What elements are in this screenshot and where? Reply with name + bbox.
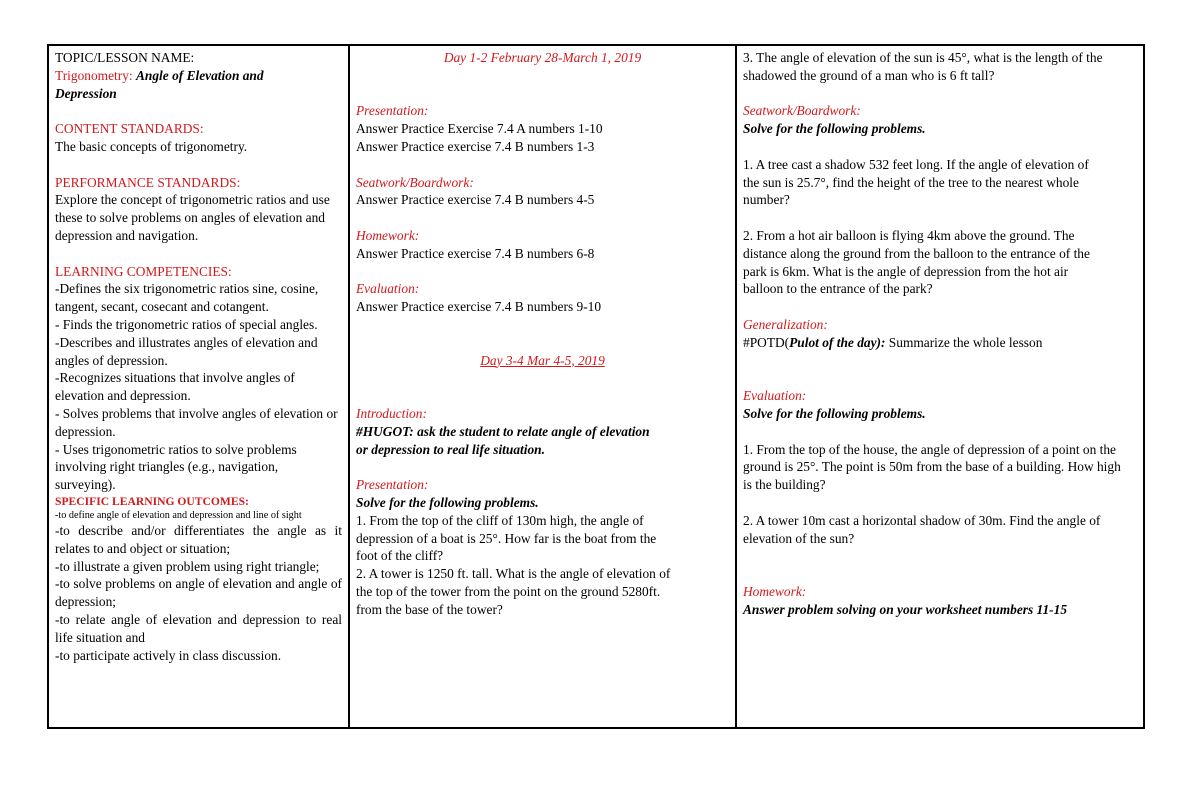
presentation-item: Answer Practice exercise 7.4 B numbers 1-3 bbox=[356, 138, 595, 154]
competency-item: -Describes and illustrates angles of elevation and angles of depression. bbox=[55, 334, 318, 368]
evaluation-label: Evaluation: bbox=[743, 388, 807, 404]
outcome-item: -to solve problems on angle of elevation and angle of depression; bbox=[55, 576, 342, 610]
content-standards-text: The basic concepts of trigonometry. bbox=[55, 138, 248, 154]
outcome-item: -to define angle of elevation and depression and line of sight bbox=[55, 509, 302, 521]
presentation-item: Answer Practice Exercise 7.4 A numbers 1-10 bbox=[356, 121, 603, 137]
seatwork-label: Seatwork/Boardwork: bbox=[356, 174, 474, 190]
homework-item: Answer Practice exercise 7.4 B numbers 6-8 bbox=[356, 245, 595, 261]
problem-item: 2. A tower is 1250 ft. tall. What is the angle of elevation of the top of the tower from the point on the ground 5280ft. from the base of the tower? bbox=[356, 566, 671, 617]
evaluation-label: Evaluation: bbox=[356, 281, 420, 297]
competency-item: - Solves problems that involve angles of elevation or depression. bbox=[55, 405, 338, 439]
evaluation-subtitle: Solve for the following problems. bbox=[743, 405, 926, 421]
outcome-item: -to describe and/or differentiates the angle as it relates to and object or situation; bbox=[55, 522, 342, 556]
potd-tag: #POTD( bbox=[743, 334, 790, 350]
problem-item: 1. A tree cast a shadow 532 feet long. If the angle of elevation of the sun is 25.7°, find the height of the tree to the nearest whole number? bbox=[743, 156, 1089, 208]
day-1-2-title: Day 1-2 February 28-March 1, 2019 bbox=[443, 50, 642, 65]
presentation-2-subtitle: Solve for the following problems. bbox=[356, 494, 539, 510]
homework-label: Homework: bbox=[743, 583, 807, 599]
competency-item: -Defines the six trigonometric ratios sine, cosine, tangent, secant, cosecant and cotangent. bbox=[55, 281, 319, 315]
problem-item: 2. A tower 10m cast a horizontal shadow of 30m. Find the angle of elevation of the sun? bbox=[743, 512, 1101, 546]
topic-subject: Trigonometry: bbox=[55, 67, 133, 83]
topic-label: TOPIC/LESSON NAME: bbox=[55, 50, 195, 65]
column-days bbox=[348, 46, 735, 727]
topic-subtitle: Angle of Elevation and Depression bbox=[55, 67, 264, 101]
homework-label: Homework: bbox=[356, 227, 420, 243]
seatwork-item: Answer Practice exercise 7.4 B numbers 4-5 bbox=[356, 192, 595, 208]
seatwork-subtitle: Solve for the following problems. bbox=[743, 121, 926, 137]
generalization-body: Summarize the whole lesson bbox=[885, 334, 1043, 350]
learning-competencies-label: LEARNING COMPETENCIES: bbox=[55, 263, 232, 279]
generalization-text bbox=[743, 334, 1141, 352]
outcome-item: -to relate angle of elevation and depression to real life situation and bbox=[55, 611, 342, 645]
outcome-item: -to illustrate a given problem using right triangle; bbox=[55, 558, 320, 574]
problem-item: 2. From a hot air balloon is flying 4km above the ground. The distance along the ground from the balloon to the entrance of the park is 6km. What is the angle of depression from the hot air balloon to the entrance of the park? bbox=[743, 227, 1090, 297]
outcome-item: -to participate actively in class discussion. bbox=[55, 647, 282, 663]
introduction-label: Introduction: bbox=[356, 405, 427, 421]
lesson-plan-table bbox=[47, 44, 1145, 729]
competency-item: - Uses trigonometric ratios to solve problems involving right triangles (e.g., navigation, surveying). bbox=[55, 441, 297, 493]
specific-outcomes-label: SPECIFIC LEARNING OUTCOMES: bbox=[55, 494, 249, 508]
problem-item: 1. From the top of the cliff of 130m high, the angle of depression of a boat is 25°. How far is the boat from the foot of the cliff? bbox=[356, 512, 657, 564]
introduction-text: #HUGOT: ask the student to relate angle of elevation or depression to real life situation. bbox=[356, 423, 650, 457]
competency-item: - Finds the trigonometric ratios of special angles. bbox=[55, 316, 318, 332]
potd-tag-italic: Pulot of the day): bbox=[789, 334, 886, 350]
problem-item: 3. The angle of elevation of the sun is 45°, what is the length of the shadowed the ground of a man who is 6 ft tall? bbox=[743, 50, 1103, 83]
performance-standards-label: PERFORMANCE STANDARDS: bbox=[55, 174, 241, 190]
day-3-4-title: Day 3-4 Mar 4-5, 2019 bbox=[480, 352, 605, 368]
evaluation-item: Answer Practice exercise 7.4 B numbers 9-10 bbox=[356, 299, 602, 315]
seatwork-label: Seatwork/Boardwork: bbox=[743, 103, 861, 119]
column-standards bbox=[49, 46, 348, 727]
homework-text: Answer problem solving on your worksheet numbers 11-15 bbox=[743, 601, 1068, 617]
presentation-label: Presentation: bbox=[356, 103, 429, 119]
performance-standards-text: Explore the concept of trigonometric ratios and use these to solve problems on angles of elevation and depression and navigation. bbox=[55, 192, 330, 243]
problem-item: 1. From the top of the house, the angle of depression of a point on the ground is 25°. The point is 50m from the base of a building. How high is the building? bbox=[743, 441, 1121, 493]
presentation-2-label: Presentation: bbox=[356, 477, 429, 493]
competency-item: -Recognizes situations that involve angles of elevation and depression. bbox=[55, 370, 295, 404]
topic-name bbox=[55, 67, 305, 103]
column-activities bbox=[735, 46, 1147, 727]
content-standards-label: CONTENT STANDARDS: bbox=[55, 121, 204, 137]
generalization-label: Generalization: bbox=[743, 316, 828, 332]
